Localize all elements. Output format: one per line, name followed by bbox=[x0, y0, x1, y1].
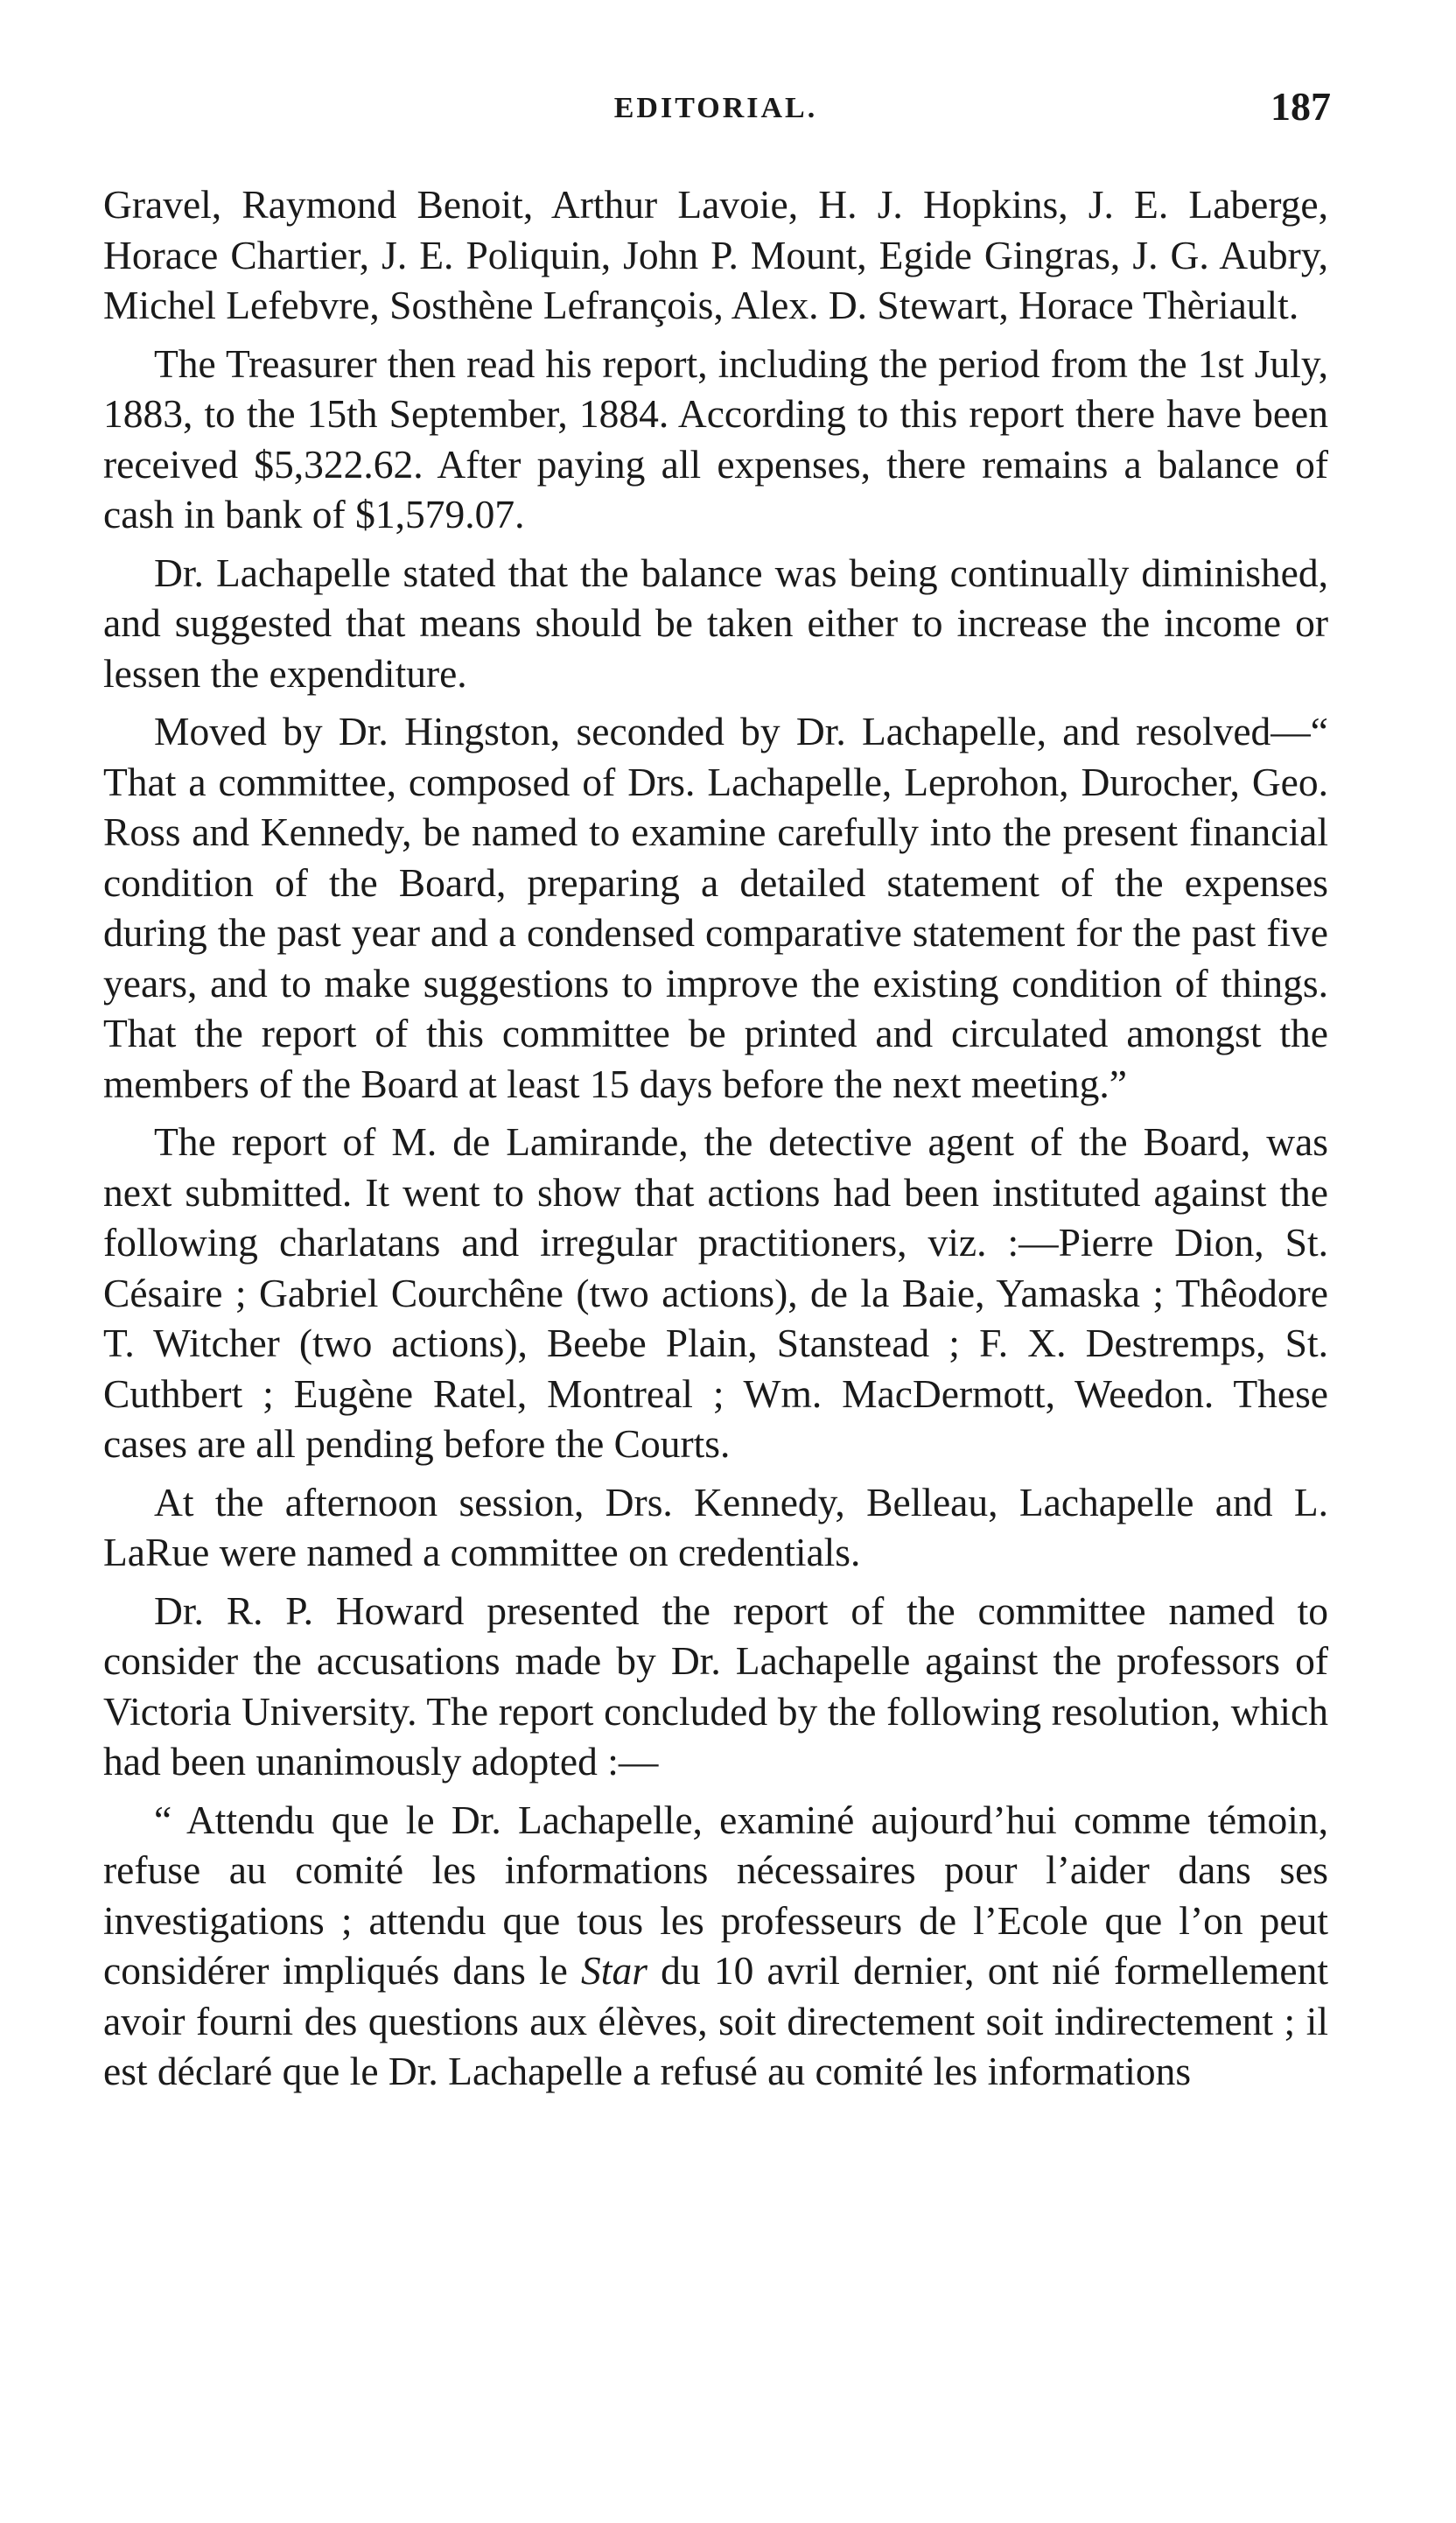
paragraph-french-resolution: “ Attendu que le Dr. Lachapelle, examiné aujourd’hui comme témoin, refuse au comité les informations nécessaires pour l’aider dans ses investigations ; attendu que tous les professeurs de l’Ecole que l’on peut considérer impliqués dans le Star du 10 avril dernier, ont nié formellement avoir fourni des questions aux élèves, soit directement soit indirectement ; il est déclaré que le Dr. Lachapelle a refusé au comité les informations bbox=[103, 1797, 1328, 2093]
running-title: EDITORIAL. bbox=[613, 92, 818, 124]
page-number: 187 bbox=[1270, 84, 1331, 129]
newspaper-title: Star bbox=[581, 1948, 648, 1993]
paragraph-detective-report: The report of M. de Lamirande, the detective agent of the Board, was next submitted. It went to show that actions had been instituted against the following charlatans and irregular practitioners, viz. :—Pierre Dion, St. Césaire ; Gabriel Courchêne (two actions), de la Baie, Yamaska ; Thêodore T. Witcher (two actions), Beebe Plain, Stanstead ; F. X. Destremps, St. Cuthbert ; Eugène Ratel, Montreal ; Wm. MacDermott, Weedon. These cases are all pending before the Courts. bbox=[103, 1119, 1328, 1466]
paragraph-treasurer-report: The Treasurer then read his report, including the period from the 1st July, 1883, to the 15th September, 1884. According to this report there have been received $5,322.62. After paying all expenses, there remains a balance of cash in bank of $1,579.07. bbox=[103, 340, 1328, 536]
paragraph-balance-remark: Dr. Lachapelle stated that the balance was being continually diminished, and suggested that means should be taken either to increase the income or lessen the expenditure. bbox=[103, 550, 1328, 696]
document-page bbox=[103, 83, 1331, 2105]
paragraph-member-list: Gravel, Raymond Benoit, Arthur Lavoie, H. J. Hopkins, J. E. Laberge, Horace Chartier, J. E. Poliquin, John P. Mount, Egide Gingras, J. G. Aubry, Michel Lefebvre, Sosthène Lefrançois, Alex. D. Stewart, Horace Thèriault. bbox=[103, 182, 1328, 327]
paragraph-committee-resolution: Moved by Dr. Hingston, seconded by Dr. Lachapelle, and resolved—“ That a committee, composed of Drs. Lachapelle, Leprohon, Durocher, Geo. Ross and Kennedy, be named to examine carefully into the present financial condition of the Board, preparing a detailed statement of the expenses during the past year and a condensed comparative statement for the past five years, and to make suggestions to improve the existing condition of things. That the report of this committee be printed and circulated amongst the members of the Board at least 15 days before the next meeting.” bbox=[103, 709, 1328, 1106]
paragraph-afternoon-session: At the afternoon session, Drs. Kennedy, Belleau, Lachapelle and L. LaRue were named a committee on credentials. bbox=[103, 1479, 1328, 1574]
paragraph-howard-report: Dr. R. P. Howard presented the report of the committee named to consider the accusations made by Dr. Lachapelle against the professors of Victoria University. The report concluded by the following resolution, which had been unanimously adopted :— bbox=[103, 1587, 1328, 1784]
running-head bbox=[103, 83, 1331, 136]
